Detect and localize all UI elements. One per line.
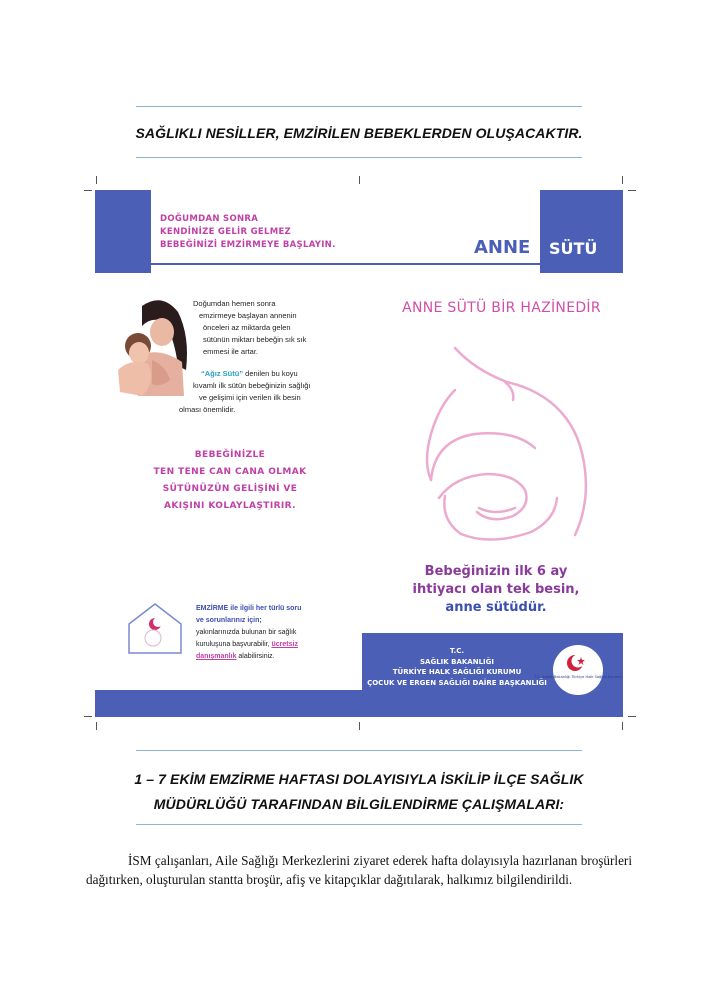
- skin-line: AKIŞINI KOLAYLAŞTIRIR.: [164, 501, 296, 511]
- emz-line5a: danışmanlık: [196, 653, 237, 660]
- brand-sutu: SÜTÜ: [549, 239, 598, 258]
- mother-text: [193, 298, 306, 358]
- intro-text: [160, 213, 336, 252]
- page-title: SAĞLIKLI NESİLLER, EMZİRİLEN BEBEKLERDEN OLUŞACAKTIR.: [135, 125, 583, 141]
- crop-mark: [84, 716, 92, 717]
- section-heading-line: MÜDÜRLÜĞÜ TARAFINDAN BİLGİLENDİRME ÇALIŞMALARI:: [153, 796, 565, 812]
- skin-line: BEBEĞİNİZLE: [194, 450, 266, 460]
- mother-nursing-line-art: [395, 330, 600, 555]
- tagline-line: Bebeğinizin ilk 6 ay: [424, 564, 568, 579]
- crop-mark: [622, 176, 623, 184]
- crescent-star-icon: [534, 645, 622, 695]
- ministry-info: [362, 646, 552, 688]
- emz-line4a: kuruluşuna başvurabilir,: [196, 641, 272, 648]
- crop-mark: [96, 176, 97, 184]
- skin-line: SÜTÜNÜZÜN GELİŞİNİ VE: [162, 484, 298, 494]
- crop-mark: [96, 722, 97, 730]
- mother-text-line: Doğumdan hemen sonra: [193, 299, 276, 308]
- skin-to-skin-message: [135, 447, 325, 515]
- header-blue-block-right: [540, 190, 623, 273]
- emz-line3: yakınlarınızda bulunan bir sağlık: [196, 629, 297, 636]
- colostrum-term: “Ağız Sütü”: [201, 369, 244, 378]
- mother-text-line: önceleri az miktarda gelen: [203, 323, 291, 332]
- intro-line: BEBEĞİNİZİ EMZİRMEYE BAŞLAYIN.: [160, 240, 336, 250]
- emz-bold: EMZİRME: [196, 605, 229, 612]
- tagline-line: anne sütüdür.: [445, 600, 547, 615]
- ministry-logo: [534, 645, 622, 695]
- section-rule-upper: [136, 750, 582, 751]
- crop-mark: [84, 190, 92, 191]
- crop-mark: [628, 190, 636, 191]
- skin-line: TEN TENE CAN CANA OLMAK: [153, 467, 307, 477]
- mother-baby-illustration: [112, 296, 192, 400]
- colostrum-line: olması önemlidir.: [179, 405, 236, 414]
- colostrum-rest: denilen bu koyu: [243, 369, 298, 378]
- body-paragraph-text: İSM çalışanları, Aile Sağlığı Merkezlerini ziyaret ederek hafta dolayısıyla hazırlanan broşürleri dağıtırken, oluşturulan stantta broşür, afiş ve kitapçıklar dağıtılarak, halkımız bilgilendirildi.: [86, 853, 632, 887]
- emz-line2: ve sorunlarınız için;: [196, 617, 262, 624]
- top-rule-lower: [136, 157, 582, 158]
- section-heading: [0, 767, 718, 817]
- body-paragraph: [86, 851, 632, 889]
- emz-line5b: alabilirsiniz.: [236, 653, 275, 660]
- header-underline: [151, 263, 540, 265]
- tagline: [370, 563, 622, 617]
- tagline-line: ihtiyacı olan tek besin,: [412, 582, 580, 597]
- colostrum-line: ve gelişimi için verilen ilk besin: [199, 393, 301, 402]
- crop-mark: [622, 722, 623, 730]
- ministry-line: ÇOCUK VE ERGEN SAĞLIĞI DAİRE BAŞKANLIĞI: [367, 678, 547, 687]
- ministry-line: TÜRKİYE HALK SAĞLIĞI KURUMU: [392, 668, 522, 676]
- colostrum-text: [179, 368, 311, 416]
- logo-caption: T.C. Sağlık Bakanlığı Türkiye Halk Sağlığı Kurumu: [534, 675, 622, 679]
- top-rule-upper: [136, 106, 582, 107]
- treasure-title: ANNE SÜTÜ BİR HAZİNEDİR: [402, 300, 601, 316]
- section-rule-lower: [136, 824, 582, 825]
- emz-line1: ile ilgili her türlü soru: [228, 605, 302, 612]
- home-crescent-icon: [125, 600, 185, 655]
- mother-text-line: emmesi ile artar.: [203, 347, 259, 356]
- ministry-line: T.C.: [449, 647, 465, 655]
- mother-text-line: sütünün miktarı bebeğin sık sık: [203, 335, 307, 344]
- crop-mark: [359, 176, 360, 184]
- emz-line4b: ücretsiz: [271, 641, 298, 648]
- footer-band-left: [95, 690, 362, 717]
- crop-mark: [359, 722, 360, 730]
- colostrum-line: kıvamlı ilk sütün bebeğinizin sağlığı: [193, 381, 311, 390]
- intro-line: DOĞUMDAN SONRA: [160, 214, 259, 224]
- breastfeeding-help-text: [196, 603, 301, 663]
- ministry-line: SAĞLIK BAKANLIĞI: [420, 657, 494, 666]
- intro-line: KENDİNİZE GELİR GELMEZ: [160, 227, 292, 237]
- brand-anne: ANNE: [474, 237, 531, 258]
- mother-text-line: emzirmeye başlayan annenin: [199, 311, 297, 320]
- crop-mark: [628, 716, 636, 717]
- section-heading-line: 1 – 7 EKİM EMZİRME HAFTASI DOLAYISIYLA İSKİLİP İLÇE SAĞLIK: [134, 771, 584, 787]
- header-blue-block-left: [95, 190, 151, 273]
